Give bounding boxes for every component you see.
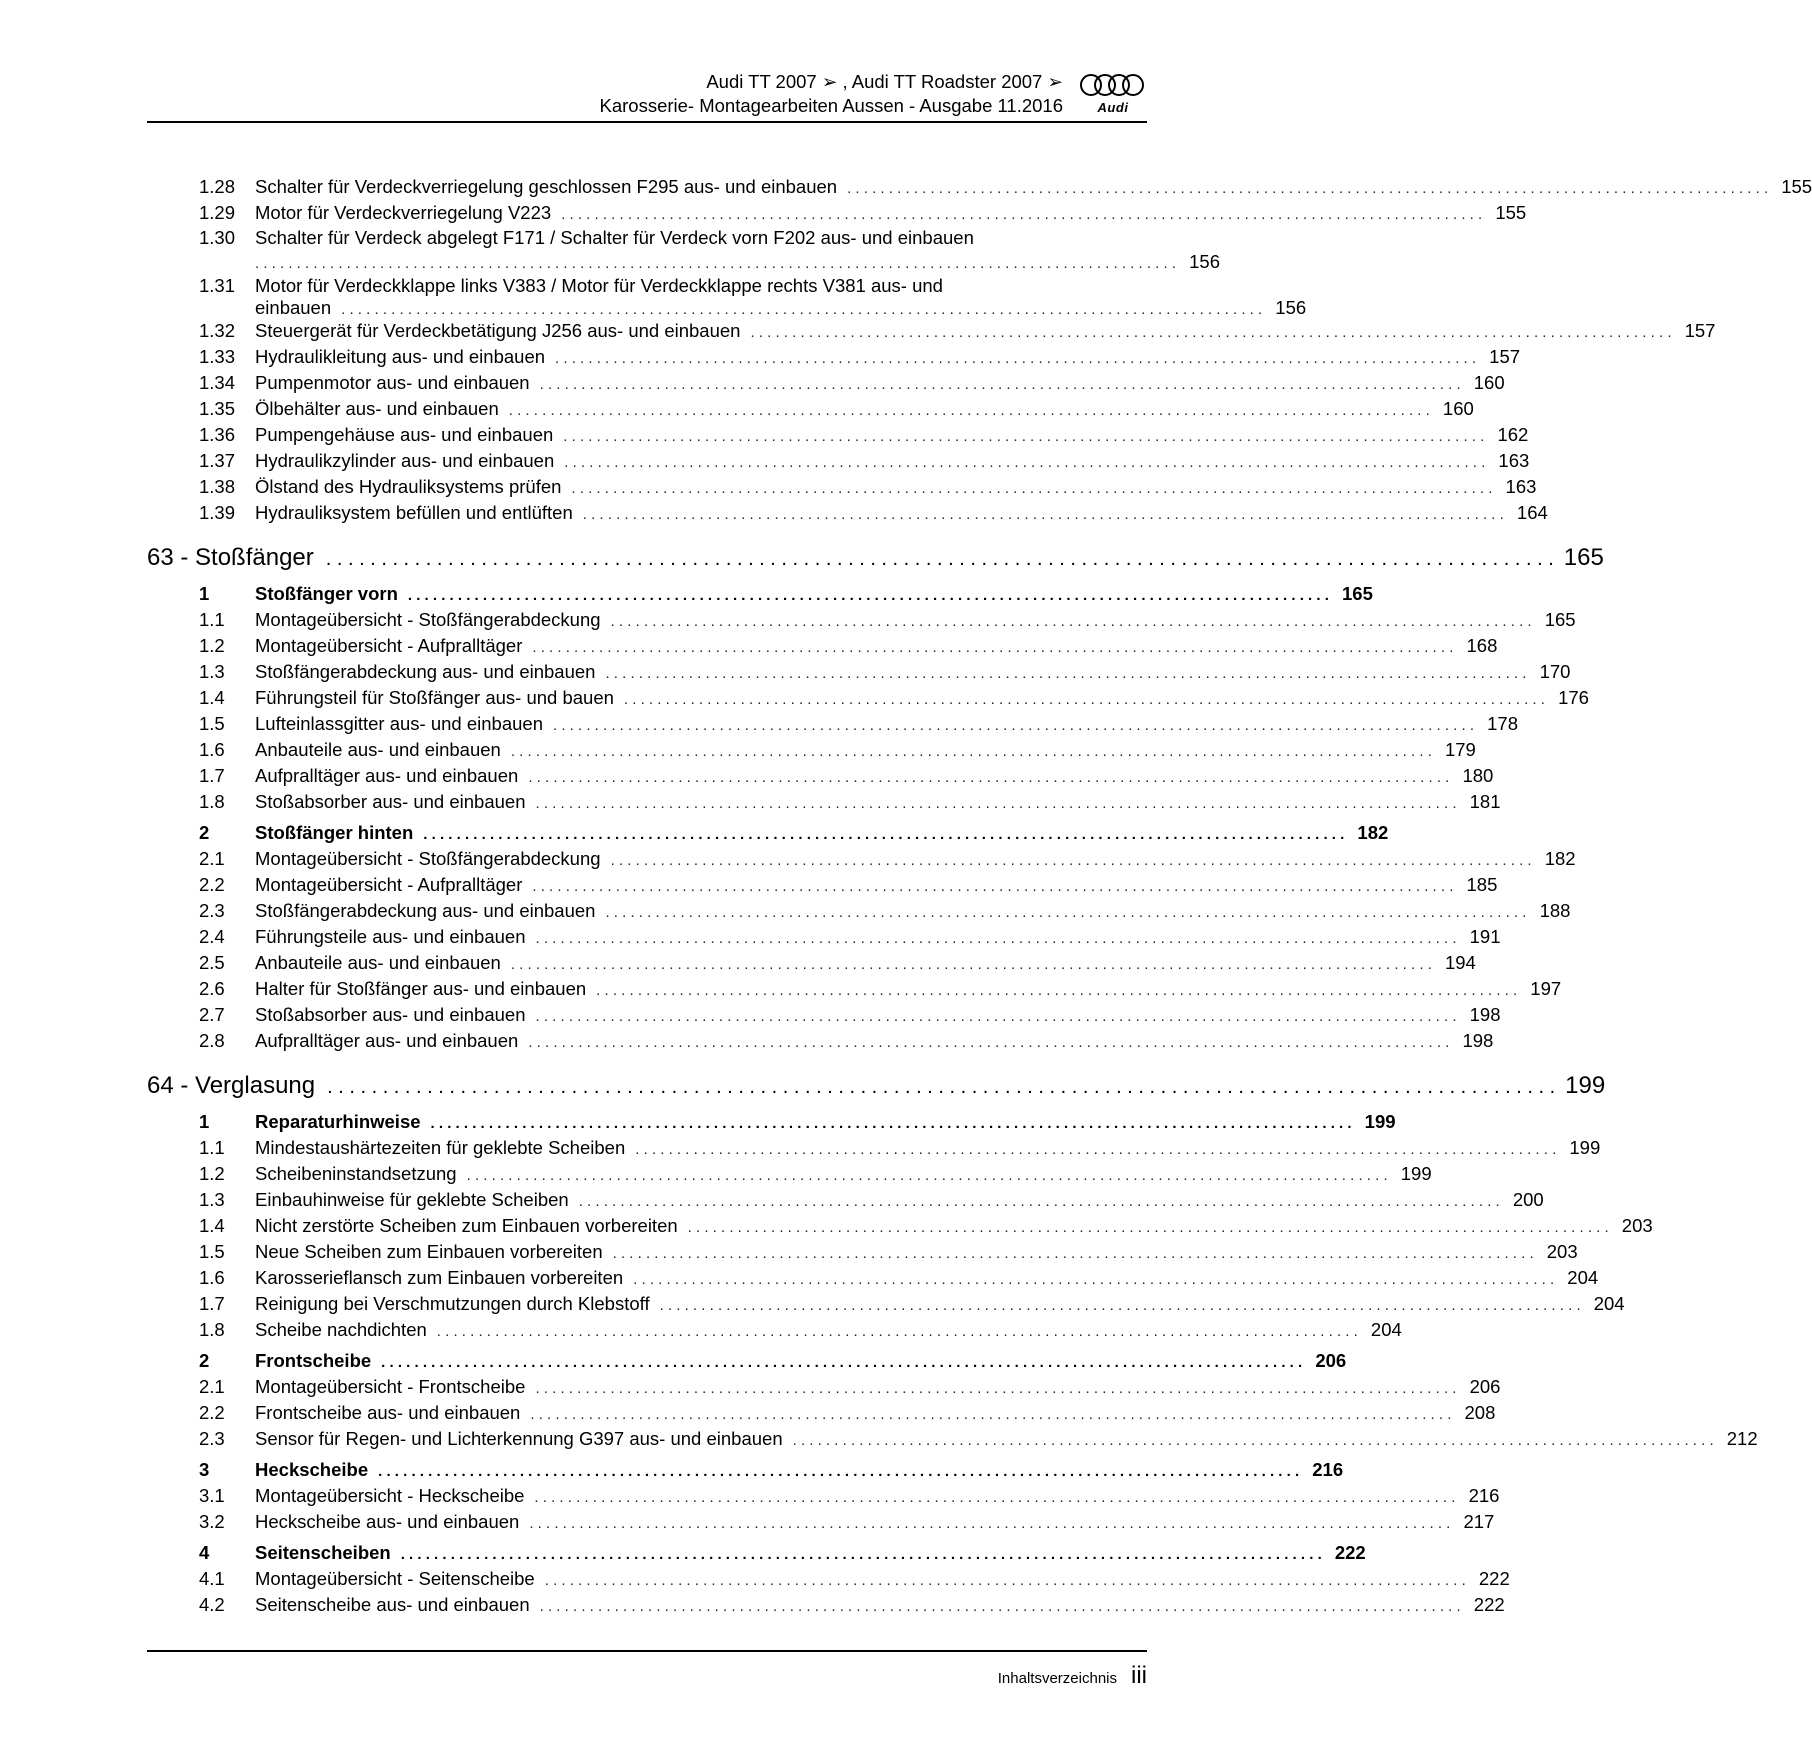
toc-entry-title: Scheibe nachdichten — [255, 1319, 427, 1340]
toc-entry-title: Neue Scheiben zum Einbauen vorbereiten — [255, 1241, 603, 1262]
dot-leader — [530, 1402, 1451, 1428]
chapter-page: 199 — [1565, 1072, 1606, 1099]
dot-leader — [532, 635, 1453, 661]
toc-entry-page: 204 — [1593, 1293, 1625, 1314]
toc-entry-number: 1.8 — [199, 1319, 225, 1340]
toc-entry[interactable] — [147, 789, 1501, 815]
toc-entry-title: Ölstand des Hydrauliksystems prüfen — [255, 476, 562, 497]
toc-entry-number: 2.1 — [199, 1376, 225, 1397]
dot-leader — [571, 476, 1492, 502]
toc-section[interactable] — [147, 581, 1373, 607]
toc-entry-page: 222 — [1473, 1594, 1505, 1615]
toc-entry-title: Pumpenmotor aus- und einbauen — [255, 372, 530, 393]
toc-entry-title: Einbauhinweise für geklebte Scheiben — [255, 1189, 569, 1210]
table-of-contents — [147, 174, 1812, 1618]
toc-entry-title: Montageübersicht - Frontscheibe — [255, 1376, 526, 1397]
toc-entry-number: 3.1 — [199, 1485, 225, 1506]
toc-entry-title: Pumpengehäuse aus- und einbauen — [255, 424, 554, 445]
toc-entry-number: 1.2 — [199, 635, 225, 656]
toc-entry-title: Heckscheibe — [255, 1459, 369, 1480]
dot-leader — [563, 424, 1484, 450]
toc-entry-title: Montageübersicht - Seitenscheibe — [255, 1568, 535, 1589]
toc-entry-title: Montageübersicht - Stoßfängerabdeckung — [255, 848, 601, 869]
toc-entry-number: 1.1 — [199, 609, 225, 630]
header-model-line: Audi TT 2007 ➢ , Audi TT Roadster 2007 ➢ — [706, 71, 1063, 92]
toc-entry-page: 163 — [1505, 476, 1537, 497]
toc-entry-title: Motor für Verdeckverriegelung V223 — [255, 202, 552, 223]
toc-entry-number: 1.6 — [199, 739, 225, 760]
toc-entry-1-31[interactable] — [147, 274, 1307, 318]
toc-entry-title: Karosserieflansch zum Einbauen vorbereiten — [255, 1267, 624, 1288]
chapter-title: 64 - Verglasung — [147, 1072, 316, 1099]
dot-leader — [528, 765, 1449, 791]
toc-entry-title-cont: einbauen — [255, 297, 332, 318]
toc-entry-number: 4.1 — [199, 1568, 225, 1589]
toc-entry-page: 182 — [1357, 822, 1389, 843]
toc-entry-number: 1.28 — [199, 176, 236, 197]
toc-entry-number: 2.3 — [199, 1428, 225, 1449]
toc-entry-title: Aufpralltäger aus- und einbauen — [255, 1030, 519, 1051]
toc-entry-page: 185 — [1466, 874, 1498, 895]
toc-entry-page: 157 — [1684, 320, 1716, 341]
toc-entry-page: 216 — [1468, 1485, 1500, 1506]
toc-entry-title: Frontscheibe — [255, 1350, 372, 1371]
toc-entry[interactable] — [147, 898, 1571, 924]
dot-leader — [624, 687, 1545, 713]
dot-leader — [611, 848, 1532, 874]
header-rule — [147, 121, 1147, 123]
toc-section[interactable] — [147, 1540, 1366, 1566]
toc-entry-page: 199 — [1569, 1137, 1601, 1158]
toc-entry[interactable] — [147, 1483, 1500, 1509]
toc-entry-title: Sensor für Regen- und Lichterkennung G397 aus- und einbauen — [255, 1428, 783, 1449]
toc-entry-title: Anbauteile aus- und einbauen — [255, 952, 501, 973]
dot-leader — [536, 1004, 1457, 1030]
toc-entry-number: 2.8 — [199, 1030, 225, 1051]
toc-entry-title: Ölbehälter aus- und einbauen — [255, 398, 499, 419]
toc-entry-page: 168 — [1466, 635, 1498, 656]
toc-entry[interactable] — [147, 1400, 1496, 1426]
toc-entry-page: 198 — [1469, 1004, 1501, 1025]
dot-leader — [540, 372, 1461, 398]
toc-entry[interactable] — [147, 872, 1498, 898]
dot-leader — [408, 583, 1329, 609]
toc-entry[interactable] — [147, 633, 1498, 659]
toc-entry-page: 162 — [1497, 424, 1529, 445]
header-manual-line: Karosserie- Montagearbeiten Aussen - Ausgabe 11.2016 — [599, 95, 1063, 116]
toc-entry-number: 2.7 — [199, 1004, 225, 1025]
dot-leader — [660, 1293, 1581, 1319]
toc-entry-number: 1.38 — [199, 476, 236, 497]
toc-entry[interactable] — [147, 763, 1494, 789]
toc-entry-title: Stoßfängerabdeckung aus- und einbauen — [255, 661, 596, 682]
toc-entry-title: Motor für Verdeckklappe links V383 / Motor für Verdeckklappe rechts V381 aus- und — [255, 275, 943, 296]
toc-entry-page: 157 — [1489, 346, 1521, 367]
toc-entry-title: Halter für Stoßfänger aus- und einbauen — [255, 978, 587, 999]
toc-entry[interactable] — [147, 344, 1521, 370]
toc-entry-title: Stoßfängerabdeckung aus- und einbauen — [255, 900, 596, 921]
dot-leader — [401, 1542, 1322, 1568]
toc-entry-title: Lufteinlassgitter aus- und einbauen — [255, 713, 543, 734]
dot-leader — [327, 1069, 1555, 1105]
toc-entry-number: 1.6 — [199, 1267, 225, 1288]
toc-entry-title: Frontscheibe aus- und einbauen — [255, 1402, 521, 1423]
dot-leader — [511, 952, 1432, 978]
toc-entry-title: Steuergerät für Verdeckbetätigung J256 aus- und einbauen — [255, 320, 741, 341]
dot-leader — [688, 1215, 1609, 1241]
toc-entry-page: 222 — [1478, 1568, 1510, 1589]
toc-entry-number: 1.36 — [199, 424, 236, 445]
toc-entry-page: 199 — [1364, 1111, 1396, 1132]
toc-entry[interactable] — [147, 1187, 1544, 1213]
dot-leader — [381, 1350, 1302, 1376]
toc-entry-number: 1.32 — [199, 320, 236, 341]
toc-entry-number: 1.30 — [199, 227, 236, 248]
toc-entry[interactable] — [147, 474, 1537, 500]
dot-leader — [583, 502, 1504, 528]
dot-leader — [605, 900, 1526, 926]
toc-entry-number: 2.6 — [199, 978, 225, 999]
toc-entry-page: 203 — [1546, 1241, 1578, 1262]
toc-section[interactable] — [147, 1457, 1344, 1483]
dot-leader — [540, 1594, 1461, 1620]
toc-entry-title: Montageübersicht - Stoßfängerabdeckung — [255, 609, 601, 630]
toc-entry[interactable] — [147, 1265, 1599, 1291]
toc-entry-number: 1.1 — [199, 1137, 225, 1158]
toc-entry-number: 1.31 — [199, 275, 236, 296]
chapter-page: 165 — [1563, 544, 1604, 571]
toc-entry-number: 3 — [199, 1459, 210, 1480]
dot-leader — [536, 791, 1457, 817]
dot-leader — [532, 874, 1453, 900]
toc-entry[interactable] — [147, 396, 1474, 422]
toc-entry[interactable] — [147, 1374, 1501, 1400]
toc-entry-title: Montageübersicht - Heckscheibe — [255, 1485, 525, 1506]
toc-entry-page: 222 — [1334, 1542, 1366, 1563]
dot-leader — [511, 739, 1432, 765]
toc-entry-number: 1.33 — [199, 346, 236, 367]
chapter-title: 63 - Stoßfänger — [147, 544, 314, 571]
toc-entry-number: 1.5 — [199, 1241, 225, 1262]
dot-leader — [579, 1189, 1500, 1215]
toc-entry-number: 2.4 — [199, 926, 225, 947]
toc-entry-number: 1 — [199, 1111, 210, 1132]
dot-leader — [564, 450, 1485, 476]
toc-entry-title: Seitenscheiben — [255, 1542, 391, 1563]
toc-entry-title: Schalter für Verdeckverriegelung geschlossen F295 aus- und einbauen — [255, 176, 838, 197]
toc-entry-page: 156 — [1275, 297, 1307, 318]
toc-entry-page: 160 — [1473, 372, 1505, 393]
toc-entry-title: Hydraulikleitung aus- und einbauen — [255, 346, 546, 367]
toc-entry-number: 1.3 — [199, 1189, 225, 1210]
toc-entry-title: Stoßabsorber aus- und einbauen — [255, 1004, 526, 1025]
toc-entry-title: Seitenscheibe aus- und einbauen — [255, 1594, 530, 1615]
toc-entry-page: 180 — [1462, 765, 1494, 786]
toc-entry[interactable] — [147, 924, 1501, 950]
toc-entry-number: 2.5 — [199, 952, 225, 973]
toc-entry[interactable] — [147, 1291, 1625, 1317]
dot-leader — [611, 609, 1532, 635]
toc-entry[interactable] — [147, 174, 1812, 200]
footer-page-number: iii — [1131, 1662, 1147, 1689]
toc-entry[interactable] — [147, 950, 1476, 976]
footer-rule — [147, 1650, 1147, 1652]
toc-entry-page: 198 — [1462, 1030, 1494, 1051]
dot-leader — [633, 1267, 1554, 1293]
toc-entry-page: 200 — [1512, 1189, 1544, 1210]
dot-leader — [536, 926, 1457, 952]
toc-entry-number: 4 — [199, 1542, 210, 1563]
toc-entry-page: 179 — [1444, 739, 1476, 760]
toc-entry-title: Hydrauliksystem befüllen und entlüften — [255, 502, 573, 523]
toc-entry-page: 216 — [1312, 1459, 1344, 1480]
dot-leader — [847, 176, 1768, 202]
toc-entry[interactable] — [147, 1028, 1494, 1054]
toc-entry-title: Montageübersicht - Aufpralltäger — [255, 635, 523, 656]
toc-entry-title: Heckscheibe aus- und einbauen — [255, 1511, 520, 1532]
dot-leader — [535, 1376, 1456, 1402]
dot-leader — [423, 822, 1344, 848]
toc-entry-number: 1.37 — [199, 450, 236, 471]
toc-entry-page: 178 — [1487, 713, 1518, 734]
toc-entry-number: 1.29 — [199, 202, 236, 223]
toc-entry-number: 2.3 — [199, 900, 225, 921]
toc-entry[interactable] — [147, 318, 1716, 344]
toc-entry[interactable] — [147, 607, 1576, 633]
toc-entry[interactable] — [147, 1213, 1653, 1239]
toc-entry[interactable] — [147, 1566, 1510, 1592]
toc-entry-number: 1.4 — [199, 1215, 225, 1236]
toc-entry-page: 182 — [1544, 848, 1576, 869]
toc-entry-title: Stoßfänger hinten — [255, 822, 414, 843]
toc-entry[interactable] — [147, 500, 1548, 526]
dot-leader — [561, 202, 1482, 228]
toc-entry-number: 1.3 — [199, 661, 225, 682]
toc-entry-page: 181 — [1469, 791, 1501, 812]
dot-leader — [553, 713, 1474, 739]
toc-entry-title: Schalter für Verdeck abgelegt F171 / Schalter für Verdeck vorn F202 aus- und einbauen — [255, 227, 974, 248]
toc-entry-page: 204 — [1370, 1319, 1402, 1340]
audi-logo — [1079, 72, 1147, 118]
toc-entry-page: 217 — [1463, 1511, 1495, 1532]
toc-section[interactable] — [147, 1348, 1347, 1374]
toc-entry[interactable] — [147, 976, 1562, 1002]
toc-entry-title: Reparaturhinweise — [255, 1111, 421, 1132]
dot-leader — [635, 1137, 1556, 1163]
toc-entry-title: Mindestaushärtezeiten für geklebte Scheiben — [255, 1137, 626, 1158]
dot-leader — [793, 1428, 1714, 1454]
dot-leader — [528, 1030, 1449, 1056]
toc-entry-number: 1.2 — [199, 1163, 225, 1184]
toc-chapter-64[interactable] — [147, 1068, 1606, 1104]
toc-entry-number: 1.39 — [199, 502, 236, 523]
toc-entry-page: 204 — [1567, 1267, 1599, 1288]
toc-entry-page: 165 — [1544, 609, 1576, 630]
dot-leader — [341, 299, 1262, 320]
toc-section[interactable] — [147, 820, 1389, 846]
toc-entry-page: 163 — [1498, 450, 1530, 471]
toc-entry[interactable] — [147, 685, 1589, 711]
toc-entry-title: Anbauteile aus- und einbauen — [255, 739, 501, 760]
toc-entry-page: 208 — [1464, 1402, 1496, 1423]
toc-entry-page: 188 — [1539, 900, 1571, 921]
toc-entry-title: Führungsteil für Stoßfänger aus- und bauen — [255, 687, 614, 708]
toc-entry-title: Aufpralltäger aus- und einbauen — [255, 765, 519, 786]
dot-leader — [613, 1241, 1534, 1267]
toc-entry-number: 2 — [199, 822, 210, 843]
header-text — [600, 70, 1064, 118]
toc-entry[interactable] — [147, 711, 1518, 737]
toc-entry-title: Scheibeninstandsetzung — [255, 1163, 457, 1184]
dot-leader — [529, 1511, 1450, 1537]
dot-leader — [326, 541, 1554, 577]
dot-leader — [431, 1111, 1352, 1137]
toc-entry-page: 156 — [1189, 251, 1221, 272]
toc-entry-title: Montageübersicht - Aufpralltäger — [255, 874, 523, 895]
dot-leader — [555, 346, 1476, 372]
toc-entry-number: 4.2 — [199, 1594, 225, 1615]
dot-leader — [437, 1319, 1358, 1345]
toc-entry-page: 155 — [1495, 202, 1527, 223]
footer-label: Inhaltsverzeichnis — [997, 1670, 1117, 1687]
toc-chapter-63[interactable] — [147, 540, 1604, 576]
dot-leader — [605, 661, 1526, 687]
toc-entry-page: 212 — [1726, 1428, 1758, 1449]
toc-entry-number: 1.7 — [199, 765, 225, 786]
dot-leader — [378, 1459, 1299, 1485]
toc-section[interactable] — [147, 1109, 1396, 1135]
toc-entry[interactable] — [147, 200, 1527, 226]
toc-entry-number: 2.1 — [199, 848, 225, 869]
audi-rings-icon — [1079, 72, 1147, 98]
toc-entry-page: 194 — [1444, 952, 1476, 973]
dot-leader — [509, 398, 1430, 424]
toc-entry-page: 160 — [1442, 398, 1474, 419]
toc-entry[interactable] — [147, 1509, 1495, 1535]
toc-entry[interactable] — [147, 1239, 1578, 1265]
toc-entry[interactable] — [147, 1592, 1505, 1618]
dot-leader — [596, 978, 1517, 1004]
toc-entry-title: Reinigung bei Verschmutzungen durch Klebstoff — [255, 1293, 650, 1314]
audi-logo-text: Audi — [1097, 100, 1129, 115]
toc-entry-page: 176 — [1558, 687, 1589, 708]
toc-entry-number: 1 — [199, 583, 210, 604]
toc-entry-number: 1.35 — [199, 398, 236, 419]
toc-entry[interactable] — [147, 1002, 1501, 1028]
toc-entry[interactable] — [147, 737, 1476, 763]
toc-entry[interactable] — [147, 370, 1505, 396]
toc-entry-page: 170 — [1539, 661, 1571, 682]
toc-entry[interactable] — [147, 1161, 1432, 1187]
dot-leader — [545, 1568, 1466, 1594]
dot-leader — [467, 1163, 1388, 1189]
dot-leader — [750, 320, 1671, 346]
toc-entry-number: 1.8 — [199, 791, 225, 812]
toc-entry-page: 155 — [1781, 176, 1812, 197]
toc-entry-number: 3.2 — [199, 1511, 225, 1532]
toc-entry-page: 206 — [1469, 1376, 1501, 1397]
toc-entry[interactable] — [147, 846, 1576, 872]
toc-entry-number: 1.7 — [199, 1293, 225, 1314]
page-header — [147, 70, 1147, 122]
toc-entry[interactable] — [147, 448, 1530, 474]
toc-entry-page: 199 — [1400, 1163, 1432, 1184]
toc-entry[interactable] — [147, 1317, 1402, 1343]
toc-entry[interactable] — [147, 1426, 1758, 1452]
page-footer — [998, 1662, 1147, 1690]
dot-leader — [534, 1485, 1455, 1511]
toc-entry-title: Stoßfänger vorn — [255, 583, 398, 604]
toc-entry-title: Stoßabsorber aus- und einbauen — [255, 791, 526, 812]
toc-entry-page: 165 — [1342, 583, 1373, 604]
toc-entry-1-30[interactable] — [147, 226, 1221, 274]
toc-entry-number: 1.4 — [199, 687, 225, 708]
toc-entry-page: 197 — [1530, 978, 1562, 999]
toc-entry[interactable] — [147, 1135, 1601, 1161]
toc-entry-number: 2.2 — [199, 1402, 225, 1423]
toc-entry-number: 1.34 — [199, 372, 236, 393]
toc-entry-number: 1.5 — [199, 713, 225, 734]
toc-entry[interactable] — [147, 659, 1571, 685]
toc-entry-page: 206 — [1315, 1350, 1347, 1371]
toc-entry-title: Führungsteile aus- und einbauen — [255, 926, 526, 947]
toc-entry-number: 2.2 — [199, 874, 225, 895]
toc-entry-title: Hydraulikzylinder aus- und einbauen — [255, 450, 555, 471]
toc-entry-title: Nicht zerstörte Scheiben zum Einbauen vorbereiten — [255, 1215, 678, 1236]
toc-entry-page: 203 — [1621, 1215, 1653, 1236]
toc-entry-page: 164 — [1516, 502, 1548, 523]
toc-entry[interactable] — [147, 422, 1529, 448]
toc-entry-number: 2 — [199, 1350, 210, 1371]
toc-entry-page: 191 — [1469, 926, 1501, 947]
